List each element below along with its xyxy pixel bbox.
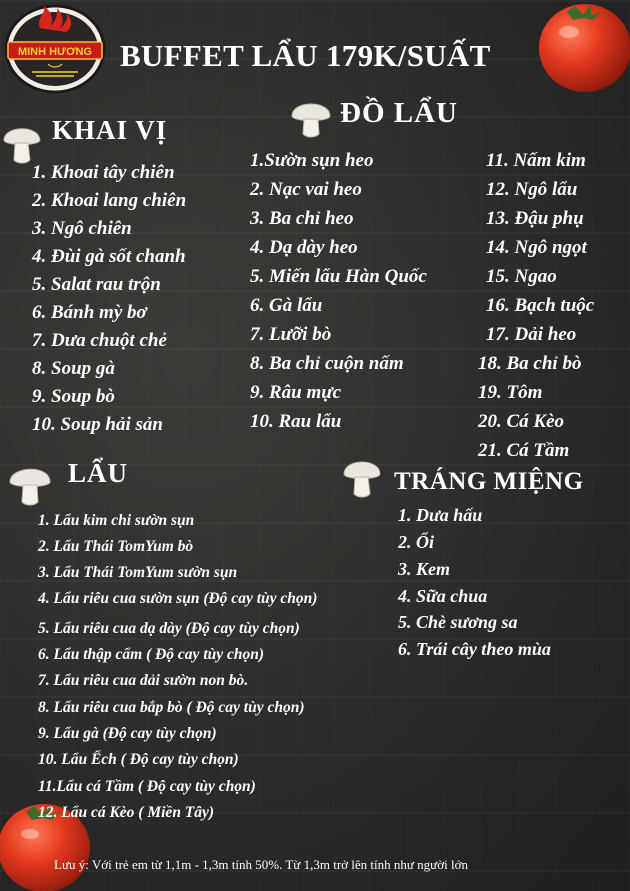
list-item: 11.Lẩu cá Tầm ( Độ cay tùy chọn) (38, 778, 256, 795)
list-item: 7. Lẩu riêu cua dải sườn non bò. (38, 672, 249, 689)
list-item: 4. Đùi gà sốt chanh (32, 246, 186, 267)
mushroom-icon (340, 452, 384, 500)
list-item: 2. Lẩu Thái TomYum bò (38, 538, 194, 555)
mushroom-icon (6, 458, 54, 508)
list-item: 9. Soup bò (32, 386, 115, 407)
list-item: 7. Lưỡi bò (250, 324, 332, 345)
list-item: 8. Soup gà (32, 358, 115, 379)
list-item: 21. Cá Tầm (478, 440, 570, 461)
list-item: 5. Lẩu riêu cua dạ dày (Độ cay tùy chọn) (38, 620, 300, 637)
page-title: BUFFET LẨU 179K/SUẤT (120, 38, 491, 73)
logo-text: MINH HƯƠNG (17, 46, 93, 58)
list-item: 10. Soup hải sản (32, 414, 163, 435)
list-item: 19. Tôm (478, 382, 543, 403)
list-item: 6. Lẩu thập cẩm ( Độ cay tùy chọn) (38, 646, 265, 663)
list-item: 2. Khoai lang chiên (32, 190, 187, 211)
list-item: 4. Lẩu riêu cua sườn sụn (Độ cay tùy chọn) (38, 590, 318, 607)
list-item: 3. Lẩu Thái TomYum sườn sụn (38, 564, 238, 581)
list-item: 10. Lẩu Ếch ( Độ cay tùy chọn) (38, 751, 239, 768)
list-item: 9. Lẩu gà (Độ cay tùy chọn) (38, 725, 217, 742)
list-item: 1. Lẩu kim chi sườn sụn (38, 512, 195, 529)
list-item: 14. Ngô ngọt (486, 237, 587, 258)
brand-logo (2, 2, 108, 94)
list-item: 3. Ngô chiên (32, 218, 132, 239)
list-item: 9. Râu mực (250, 382, 342, 403)
list-item: 12. Lẩu cá Kèo ( Miền Tây) (38, 804, 215, 821)
list-item: 2. Ổi (398, 532, 434, 552)
list-item: 10. Rau lẩu (250, 411, 342, 432)
list-item: 15. Ngao (486, 266, 557, 287)
list-item: 20. Cá Kèo (478, 411, 565, 432)
list-item: 5. Miến lẩu Hàn Quốc (250, 266, 427, 287)
heading-lau: LẨU (68, 458, 129, 488)
list-item: 6. Bánh mỳ bơ (32, 302, 147, 323)
heading-do-lau: ĐỒ LẨU (340, 97, 458, 129)
list-item: 2. Nạc vai heo (250, 179, 362, 200)
list-item: 5. Salat rau trộn (32, 274, 161, 295)
mushroom-icon (288, 94, 334, 140)
list-item: 8. Lẩu riêu cua bắp bò ( Độ cay tùy chọn) (38, 699, 305, 716)
heading-trang-mieng: TRÁNG MIỆNG (394, 468, 584, 495)
list-item: 6. Gà lẩu (250, 295, 323, 316)
list-item: 12. Ngô lẩu (486, 179, 578, 200)
mushroom-icon (0, 118, 44, 166)
list-item: 17. Dải heo (486, 324, 577, 345)
list-item: 1.Sườn sụn heo (250, 150, 374, 171)
list-item: 5. Chè sương sa (398, 612, 518, 632)
list-item: 3. Ba chỉ heo (250, 208, 354, 229)
list-item: 4. Sữa chua (398, 586, 488, 606)
list-item: 1. Khoai tây chiên (32, 162, 175, 183)
tomato-icon (533, 0, 630, 98)
list-item: 11. Nấm kim (486, 150, 586, 171)
list-item: 18. Ba chỉ bò (478, 353, 582, 374)
list-item: 13. Đậu phụ (486, 208, 584, 229)
list-item: 1. Dưa hấu (398, 505, 483, 525)
list-item: 3. Kem (398, 559, 450, 579)
list-item: 4. Dạ dày heo (250, 237, 358, 258)
list-item: 8. Ba chỉ cuộn nấm (250, 353, 404, 374)
heading-khai-vi: KHAI VỊ (52, 115, 168, 145)
footer-note: Lưu ý: Với trẻ em từ 1,1m - 1,3m tính 50%. Từ 1,3m trở lên tính như người lớn (54, 857, 468, 872)
list-item: 6. Trái cây theo mùa (398, 639, 551, 659)
list-item: 16. Bạch tuộc (486, 295, 595, 316)
list-item: 7. Dưa chuột chẻ (32, 330, 167, 351)
